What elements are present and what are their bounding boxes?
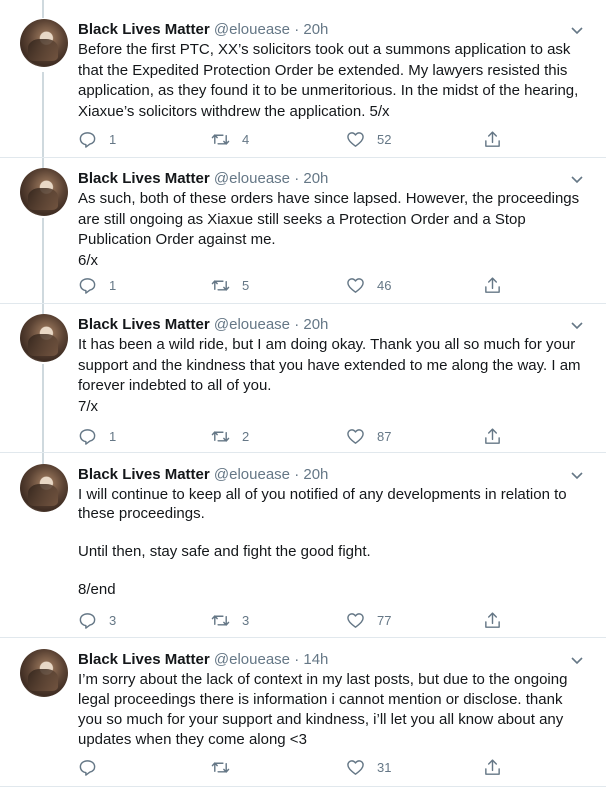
user-handle[interactable]: @elouease (213, 21, 291, 38)
tweet-header (78, 20, 328, 40)
display-name[interactable]: Black Lives Matter (78, 466, 210, 483)
tweet-text: It has been a wild ride, but I am doing okay. Thank you all so much for your support and the kindness that you have extended to me along the way. I am forever indebted to all of you. 7/x (78, 336, 581, 415)
tweet-text: As such, both of these orders have since lapsed. However, the proceedings are still ongoing as Xiaxue still seeks a Protection Order and a Stop Publication Order against me. 6/x (78, 190, 580, 269)
tweet-header (78, 315, 328, 335)
retweet-count: 4 (242, 131, 250, 147)
retweet-button[interactable] (211, 756, 242, 778)
tweet-header (78, 465, 328, 485)
share-icon (483, 758, 502, 777)
like-count: 31 (377, 759, 392, 775)
separator-dot: · (294, 170, 300, 187)
thread-line-3 (42, 364, 44, 464)
avatar[interactable] (20, 464, 68, 512)
tweet-text: I’m sorry about the lack of context in my last posts, but due to the ongoing legal proceedings there is information i cannot mention or disclose. thank you so much for your support and kindness, i’ll let you all know about any updates when they come along <3 (78, 671, 568, 748)
retweet-count: 3 (242, 612, 250, 628)
heart-icon (346, 276, 365, 295)
timestamp[interactable]: 14h (303, 651, 329, 668)
share-button[interactable] (483, 756, 502, 778)
avatar[interactable] (20, 649, 68, 697)
like-button[interactable] (346, 425, 391, 447)
tweet-divider (0, 786, 606, 787)
separator-dot: · (294, 316, 300, 333)
reply-icon (78, 130, 97, 149)
user-handle[interactable]: @elouease (213, 170, 291, 187)
like-button[interactable] (346, 609, 391, 631)
heart-icon (346, 130, 365, 149)
retweet-count: 2 (242, 428, 250, 444)
tweet-divider (0, 452, 606, 453)
reply-button[interactable] (78, 609, 116, 631)
timestamp[interactable]: 20h (303, 170, 329, 187)
avatar[interactable] (20, 168, 68, 216)
retweet-icon (211, 611, 230, 630)
thread-line-2 (42, 218, 44, 314)
share-button[interactable] (483, 609, 502, 631)
user-handle[interactable]: @elouease (213, 466, 291, 483)
tweet-header (78, 650, 328, 670)
reply-icon (78, 427, 97, 446)
tweet-actions (78, 425, 518, 447)
display-name[interactable]: Black Lives Matter (78, 170, 210, 187)
display-name[interactable]: Black Lives Matter (78, 651, 210, 668)
thread-line-top (42, 0, 44, 18)
user-handle[interactable]: @elouease (213, 316, 291, 333)
separator-dot: · (294, 651, 300, 668)
share-button[interactable] (483, 128, 502, 150)
share-icon (483, 427, 502, 446)
heart-icon (346, 611, 365, 630)
retweet-icon (211, 276, 230, 295)
retweet-button[interactable] (211, 425, 249, 447)
reply-icon (78, 611, 97, 630)
tweet-text: Before the first PTC, XX’s solicitors took out a summons application to ask that the Expedited Protection Order be extended. My lawyers resisted this application, as they found it to be unmeritorious. In the midst of the hearing, Xiaxue’s solicitors withdrew the application. 5/x (78, 41, 579, 120)
like-button[interactable] (346, 756, 391, 778)
chevron-down-icon[interactable] (570, 318, 584, 332)
display-name[interactable]: Black Lives Matter (78, 316, 210, 333)
tweet-actions (78, 128, 518, 150)
like-count: 46 (377, 277, 392, 293)
timestamp[interactable]: 20h (303, 466, 329, 483)
share-icon (483, 130, 502, 149)
tweet-text: I will continue to keep all of you notified of any developments in relation to these proceedings. Until then, stay safe and fight the good fight. 8/end (78, 486, 567, 598)
retweet-button[interactable] (211, 274, 249, 296)
timestamp[interactable]: 20h (303, 316, 329, 333)
heart-icon (346, 427, 365, 446)
reply-button[interactable] (78, 128, 116, 150)
separator-dot: · (294, 466, 300, 483)
display-name[interactable]: Black Lives Matter (78, 21, 210, 38)
reply-icon (78, 276, 97, 295)
like-count: 52 (377, 131, 392, 147)
chevron-down-icon[interactable] (570, 468, 584, 482)
chevron-down-icon[interactable] (570, 23, 584, 37)
like-button[interactable] (346, 128, 391, 150)
avatar[interactable] (20, 19, 68, 67)
reply-count: 1 (109, 277, 117, 293)
like-count: 77 (377, 612, 392, 628)
retweet-icon (211, 130, 230, 149)
tweet-actions (78, 274, 518, 296)
like-count: 87 (377, 428, 392, 444)
timestamp[interactable]: 20h (303, 21, 329, 38)
share-icon (483, 611, 502, 630)
tweet-divider (0, 303, 606, 304)
tweet-divider (0, 157, 606, 158)
thread-line-1 (42, 72, 44, 168)
tweet-actions (78, 756, 518, 778)
share-button[interactable] (483, 274, 502, 296)
reply-count: 1 (109, 428, 117, 444)
tweet-divider (0, 637, 606, 638)
heart-icon (346, 758, 365, 777)
retweet-icon (211, 758, 230, 777)
tweet-header (78, 169, 328, 189)
tweet-actions (78, 609, 518, 631)
retweet-icon (211, 427, 230, 446)
retweet-button[interactable] (211, 609, 249, 631)
reply-icon (78, 758, 97, 777)
reply-button[interactable] (78, 274, 116, 296)
reply-button[interactable] (78, 756, 109, 778)
reply-button[interactable] (78, 425, 116, 447)
separator-dot: · (294, 21, 300, 38)
retweet-count: 5 (242, 277, 250, 293)
reply-count: 1 (109, 131, 117, 147)
share-icon (483, 276, 502, 295)
chevron-down-icon[interactable] (570, 653, 584, 667)
user-handle[interactable]: @elouease (213, 651, 291, 668)
like-button[interactable] (346, 274, 391, 296)
chevron-down-icon[interactable] (570, 172, 584, 186)
reply-count: 3 (109, 612, 117, 628)
avatar[interactable] (20, 314, 68, 362)
share-button[interactable] (483, 425, 502, 447)
retweet-button[interactable] (211, 128, 249, 150)
